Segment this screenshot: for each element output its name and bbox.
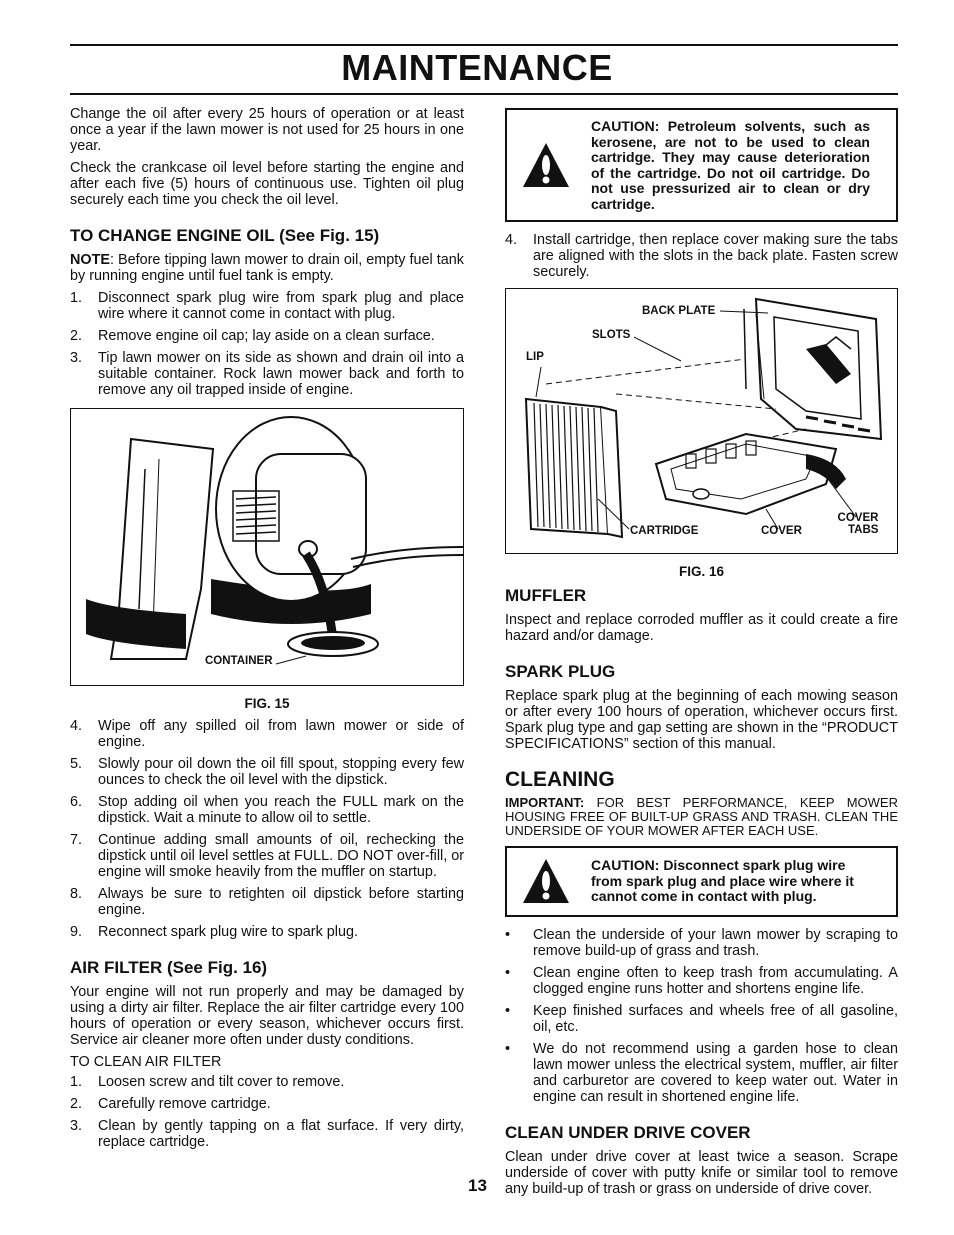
step-text: Reconnect spark plug wire to spark plug. bbox=[98, 924, 358, 940]
figure-15 bbox=[70, 408, 464, 686]
step-number: 9. bbox=[70, 924, 83, 940]
caution-box-spark-plug bbox=[505, 846, 898, 917]
left-column bbox=[70, 106, 464, 1156]
step-text: Continue adding small amounts of oil, rechecking the dipstick until oil level settles at FULL. DO NOT over-fill, or engine will smoke heavily from the muffler on startup. bbox=[98, 832, 465, 880]
step-text: Clean by gently tapping on a flat surface. If very dirty, replace cartridge. bbox=[98, 1118, 464, 1150]
bullet: • bbox=[505, 964, 511, 981]
figure-16 bbox=[505, 288, 898, 554]
air-filter-text: Your engine will not run properly and may be damaged by using a dirty air filter. Replace the air filter cartridge every 100 hours of operation or every season, whichever occurs first. Service air cleaner more often under dusty conditions. bbox=[70, 984, 464, 1048]
important-label: IMPORTANT: bbox=[505, 795, 585, 810]
step-number: 2. bbox=[70, 1096, 83, 1112]
list-item bbox=[70, 1074, 464, 1090]
cleaning-bullets bbox=[505, 927, 898, 1105]
warning-triangle-icon bbox=[521, 141, 571, 189]
list-item bbox=[505, 965, 898, 997]
step-number: 4. bbox=[505, 232, 518, 248]
list-item bbox=[505, 1003, 898, 1035]
step-number: 8. bbox=[70, 886, 83, 902]
step-text: Carefully remove cartridge. bbox=[98, 1096, 271, 1112]
cleaning-heading: CLEANING bbox=[505, 768, 615, 791]
list-item bbox=[70, 290, 464, 322]
intro-paragraph-2: Check the crankcase oil level before starting the engine and after each five (5) hours of continuous use. Tighten oil plug securely each time you check the oil level. bbox=[70, 160, 464, 208]
step-text: Loosen screw and tilt cover to remove. bbox=[98, 1074, 345, 1090]
step-number: 5. bbox=[70, 756, 83, 772]
list-item bbox=[505, 927, 898, 959]
list-item bbox=[70, 350, 464, 398]
label-cover-tabs-line-2: TABS bbox=[848, 524, 879, 536]
bullet: • bbox=[505, 1002, 511, 1019]
bullet-text: We do not recommend using a garden hose to clean lawn mower unless the electrical system, muffler, air filter and carburetor are covered to keep water out. Water in engine can result in shortened engine life. bbox=[533, 1040, 898, 1105]
bullet: • bbox=[505, 926, 511, 943]
air-filter-steps bbox=[70, 1074, 464, 1150]
air-filter-heading: AIR FILTER (See Fig. 16) bbox=[70, 958, 268, 977]
muffler-heading: MUFFLER bbox=[505, 586, 587, 605]
muffler-text: Inspect and replace corroded muffler as it could create a fire hazard and/or damage. bbox=[505, 612, 898, 644]
list-item bbox=[70, 886, 464, 918]
air-filter-step-4 bbox=[505, 232, 898, 280]
label-cover-tabs bbox=[836, 512, 878, 536]
bullet: • bbox=[505, 1040, 511, 1057]
drive-cover-text: Clean under drive cover at least twice a season. Scrape underside of cover with putty knife or similar tool to remove any build-up of trash or grass on underside of drive cover. bbox=[505, 1148, 898, 1197]
list-item bbox=[70, 832, 464, 880]
list-item bbox=[70, 1096, 464, 1112]
spark-plug-text: Replace spark plug at the beginning of each mowing season or after every 100 hours of operation, whichever occurs first. Spark plug type and gap setting are shown in the “PRODUCT SPECIFICATIONS” section of this manual. bbox=[505, 688, 898, 752]
oil-drain-illustration bbox=[71, 409, 463, 685]
list-item bbox=[70, 794, 464, 826]
step-number: 1. bbox=[70, 290, 83, 306]
list-item bbox=[70, 328, 464, 344]
step-number: 4. bbox=[70, 718, 83, 734]
label-cover-tabs-line-1: COVER bbox=[837, 512, 879, 524]
air-filter-subheading: TO CLEAN AIR FILTER bbox=[70, 1054, 222, 1070]
warning-triangle-icon bbox=[521, 857, 571, 905]
oil-change-heading: TO CHANGE ENGINE OIL (See Fig. 15) bbox=[70, 226, 380, 245]
note-text: : Before tipping lawn mower to drain oil, empty fuel tank by running engine until fuel tank is empty. bbox=[70, 252, 464, 284]
page-number: 13 bbox=[468, 1176, 487, 1195]
oil-steps-list-b bbox=[70, 718, 464, 940]
right-column bbox=[505, 106, 898, 1203]
drive-cover-heading: CLEAN UNDER DRIVE COVER bbox=[505, 1122, 751, 1142]
step-text: Stop adding oil when you reach the FULL mark on the dipstick. Wait a minute to allow oil to settle. bbox=[98, 794, 464, 826]
label-container: CONTAINER bbox=[205, 655, 273, 667]
list-item bbox=[505, 1041, 898, 1105]
step-text: Always be sure to retighten oil dipstick before starting engine. bbox=[98, 886, 464, 918]
step-text: Remove engine oil cap; lay aside on a clean surface. bbox=[98, 328, 435, 344]
figure-16-caption: FIG. 16 bbox=[678, 564, 724, 579]
step-text: Wipe off any spilled oil from lawn mower or side of engine. bbox=[98, 718, 464, 750]
spark-plug-heading: SPARK PLUG bbox=[505, 662, 616, 681]
bullet-text: Clean engine often to keep trash from accumulating. A clogged engine runs hotter and shortens engine life. bbox=[533, 964, 898, 997]
label-cover: COVER bbox=[761, 525, 802, 537]
label-lip: LIP bbox=[526, 351, 544, 363]
figure-15-caption: FIG. 15 bbox=[244, 696, 290, 711]
important-text: FOR BEST PERFORMANCE, KEEP MOWER HOUSING FREE OF BUILT-UP GRASS AND TRASH. CLEAN THE UNDERSIDE OF YOUR MOWER AFTER EACH USE. bbox=[505, 795, 898, 838]
bullet-text: Keep finished surfaces and wheels free of all gasoline, oil, etc. bbox=[533, 1002, 898, 1035]
step-number: 3. bbox=[70, 350, 83, 366]
label-back-plate: BACK PLATE bbox=[642, 305, 716, 317]
step-text: Slowly pour oil down the oil fill spout, stopping every few ounces to check the oil level with the dipstick. bbox=[98, 756, 464, 788]
oil-steps-list-a bbox=[70, 290, 464, 398]
step-text: Tip lawn mower on its side as shown and drain oil into a suitable container. Rock lawn mower back and forth to remove any oil trapped inside of engine. bbox=[98, 350, 464, 398]
step-number: 7. bbox=[70, 832, 83, 848]
title-rule-top bbox=[70, 44, 898, 46]
step-number: 1. bbox=[70, 1074, 83, 1090]
list-item bbox=[70, 1118, 464, 1150]
bullet-text: Clean the underside of your lawn mower by scraping to remove build-up of grass and trash. bbox=[533, 926, 898, 959]
intro-paragraph-1: Change the oil after every 25 hours of operation or at least once a year if the lawn mower is not used for 25 hours in one year. bbox=[70, 106, 464, 154]
title-rule-bottom bbox=[70, 93, 898, 95]
step-number: 3. bbox=[70, 1118, 83, 1134]
important-notice bbox=[505, 796, 898, 838]
note-label: NOTE bbox=[70, 252, 110, 268]
caution-text: CAUTION: Petroleum solvents, such as kerosene, are not to be used to clean cartridge. They may cause deterioration of the cartridge. Do not oil cartridge. Do not use pressurized air to clean or dry cartridge. bbox=[591, 118, 870, 212]
label-cartridge: CARTRIDGE bbox=[630, 525, 699, 537]
step-number: 2. bbox=[70, 328, 83, 344]
label-slots: SLOTS bbox=[592, 329, 631, 341]
step-text: Disconnect spark plug wire from spark plug and place wire where it cannot come in contact with plug. bbox=[98, 290, 464, 322]
caution-box-solvents bbox=[505, 108, 898, 222]
oil-note bbox=[70, 252, 464, 284]
list-item bbox=[70, 756, 464, 788]
page-title: MAINTENANCE bbox=[341, 47, 613, 88]
list-item bbox=[70, 718, 464, 750]
step-number: 6. bbox=[70, 794, 83, 810]
list-item bbox=[70, 924, 464, 940]
list-item bbox=[505, 232, 898, 280]
step-text: Install cartridge, then replace cover making sure the tabs are aligned with the slots in the back plate. Fasten screw securely. bbox=[533, 232, 898, 280]
caution-text: CAUTION: Disconnect spark plug wire from spark plug and place wire where it cannot come in contact with plug. bbox=[591, 857, 854, 904]
